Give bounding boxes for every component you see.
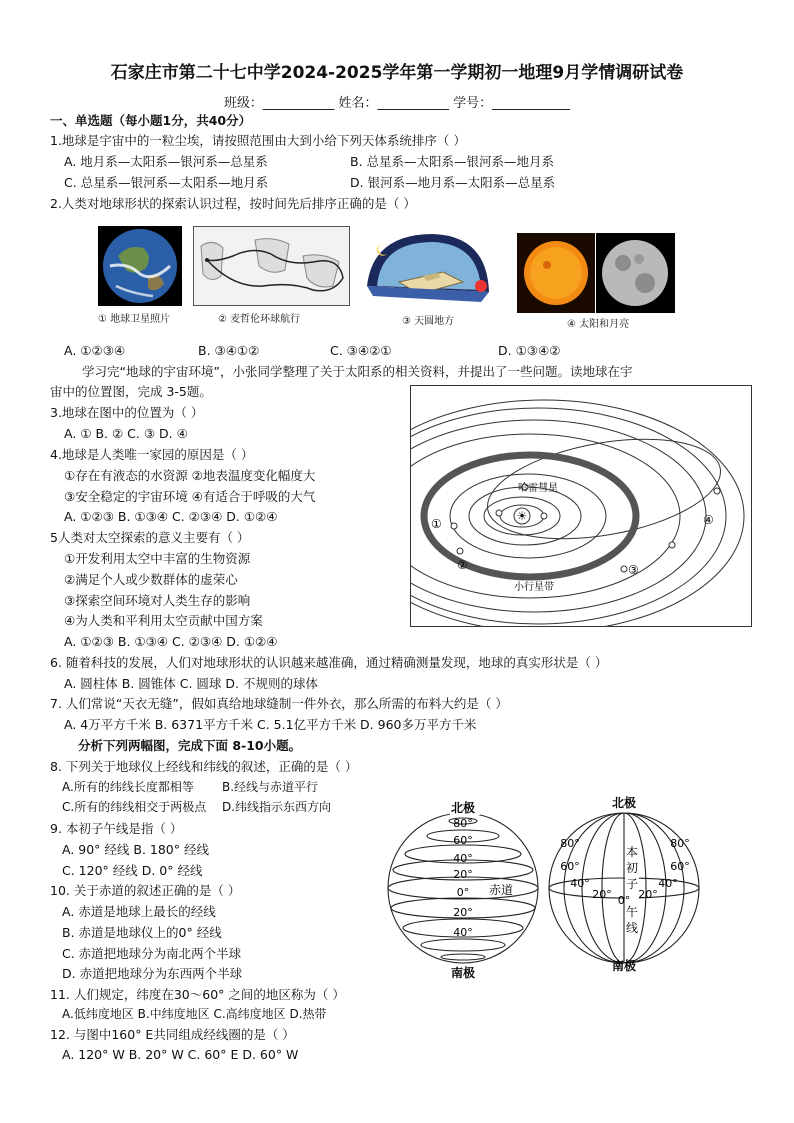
q1-option-c: C. 总星系—银河系—太阳系—地月系	[64, 175, 269, 190]
lon-label-w80: 80°	[560, 837, 580, 850]
lat-label-0: 0°	[456, 886, 470, 899]
caption-1: ① 地球卫星照片	[98, 314, 171, 325]
q10-option-d: D. 赤道把地球分为东西两个半球	[62, 966, 243, 981]
q4-options: A. ①②③ B. ①③④ C. ②③④ D. ①②④	[64, 509, 278, 524]
lon-label-e20: 20°	[638, 888, 658, 901]
q7-options: A. 4万平方千米 B. 6371平方千米 C. 5.1亿平方千米 D. 960多万平方千米	[64, 717, 477, 732]
student-info-line: 班级：___________ 姓名：___________ 学号：____________	[223, 96, 571, 111]
section-heading: 一、单选题（每小题1分，共40分）	[50, 113, 252, 128]
sun-symbol: ☀	[516, 509, 528, 523]
q1-option-a: A. 地月系—太阳系—银河系—总星系	[64, 154, 268, 169]
q4-stem: 4.地球是人类唯一家园的原因是（ ）	[50, 447, 254, 462]
q8-stem: 8. 下列关于地球仪上经线和纬线的叙述，正确的是（ ）	[50, 759, 358, 774]
lon-label-w40: 40°	[570, 877, 590, 890]
q1-option-d: D. 银河系—地月系—太阳系—总星系	[350, 175, 556, 190]
page-title: 石家庄市第二十七中学2024-2025学年第一学期初一地理9月学情调研试卷	[110, 63, 684, 83]
q6-stem: 6. 随着科技的发展，人们对地球形状的认识越来越准确，通过精确测量发现，地球的真实形状是（ ）	[50, 655, 608, 670]
q8-option-a: A.所有的纬线长度都相等	[62, 780, 194, 794]
marker-2: ②	[457, 558, 468, 572]
q11-stem: 11. 人们规定，纬度在30～60° 之间的地区称为（ ）	[50, 987, 345, 1002]
intro-3-5-cont: 宙中的位置图，完成 3-5题。	[50, 384, 212, 399]
prime-char-5: 线	[625, 921, 639, 935]
q3-options: A. ① B. ② C. ③ D. ④	[64, 426, 188, 441]
lat-label-60: 60°	[453, 834, 473, 847]
lon-label-e60: 60°	[670, 860, 690, 873]
q8-option-c: C.所有的纬线相交于两极点	[62, 800, 207, 814]
earth-satellite-photo	[98, 226, 182, 306]
prime-char-1: 本	[625, 845, 639, 859]
q10-option-b: B. 赤道是地球仪上的0° 经线	[62, 925, 222, 940]
prime-char-2: 初	[625, 861, 639, 875]
caption-2: ② 麦哲伦环球航行	[218, 314, 301, 325]
q9-line-2: C. 120° 经线 D. 0° 经线	[62, 863, 203, 878]
lon-label-w20: 20°	[592, 888, 612, 901]
lon-label-e40: 40°	[658, 877, 678, 890]
prime-char-4: 午	[625, 905, 639, 919]
lat-label-40: 40°	[453, 852, 473, 865]
globe2-south: 南极	[611, 959, 637, 973]
q5-line-2: ②满足个人或少数群体的虚荣心	[64, 572, 238, 587]
lon-label-0: 0°	[617, 894, 631, 907]
q2-option-d: D. ①③④②	[498, 343, 561, 358]
q8-option-d: D.纬线指示东西方向	[222, 800, 332, 814]
q3-stem: 3.地球在图中的位置为（ ）	[50, 405, 204, 420]
q10-stem: 10. 关于赤道的叙述正确的是（ ）	[50, 883, 241, 898]
intro-3-5: 学习完“地球的宇宙环境”，小张同学整理了关于太阳系的相关资料，并提出了一些问题。读地球在宇	[82, 364, 633, 379]
sun-and-moon-photo	[517, 233, 675, 313]
q10-option-a: A. 赤道是地球上最长的经线	[62, 904, 216, 919]
intro-8-10: 分析下列两幅图，完成下面 8-10小题。	[78, 738, 302, 753]
lon-label-w60: 60°	[560, 860, 580, 873]
q5-stem: 5人类对太空探索的意义主要有（ ）	[50, 530, 250, 545]
lat-label-40s: 40°	[453, 926, 473, 939]
q9-stem: 9. 本初子午线是指（ ）	[50, 821, 183, 836]
q4-line-2: ③安全稳定的宇宙环境 ④有适合于呼吸的大气	[64, 489, 316, 504]
equator-label: 赤道	[488, 883, 514, 897]
lat-label-20s: 20°	[453, 906, 473, 919]
q5-line-3: ③探索空间环境对人类生存的影响	[64, 593, 251, 608]
q12-stem: 12. 与图中160° E共同组成经线圈的是（ ）	[50, 1027, 295, 1042]
caption-4: ④ 太阳和月亮	[567, 319, 630, 330]
latitude-globe	[383, 790, 543, 982]
q2-option-b: B. ③④①②	[198, 343, 260, 358]
q10-option-c: C. 赤道把地球分为南北两个半球	[62, 946, 242, 961]
q2-option-c: C. ③④②①	[330, 343, 392, 358]
label-halley-comet: 哈雷彗星	[518, 483, 558, 494]
q1-option-b: B. 总星系—太阳系—银河系—地月系	[350, 154, 555, 169]
q1-stem: 1.地球是宇宙中的一粒尘埃，请按照范围由大到小给下列天体系统排序（ ）	[50, 133, 466, 148]
marker-4: ④	[703, 513, 714, 527]
caption-3: ③ 天圆地方	[402, 316, 455, 327]
q9-line-1: A. 90° 经线 B. 180° 经线	[62, 842, 209, 857]
globe1-north: 北极	[450, 801, 476, 815]
q6-options: A. 圆柱体 B. 圆锥体 C. 圆球 D. 不规则的球体	[64, 676, 318, 691]
lat-label-20n: 20°	[453, 868, 473, 881]
q2-option-a: A. ①②③④	[64, 343, 126, 358]
q8-option-b: B.经线与赤道平行	[222, 780, 319, 794]
marker-3: ③	[628, 563, 639, 577]
lon-label-e80: 80°	[670, 837, 690, 850]
globe1-south: 南极	[450, 966, 476, 980]
longitude-globe	[544, 790, 704, 982]
globe2-north: 北极	[611, 796, 637, 810]
round-sky-square-earth	[363, 230, 493, 306]
label-asteroid-belt: 小行星带	[514, 582, 554, 593]
solar-system-diagram	[410, 385, 752, 627]
q2-stem: 2.人类对地球形状的探索认识过程，按时间先后排序正确的是（ ）	[50, 196, 416, 211]
prime-char-3: 子	[625, 877, 639, 891]
lat-label-80: 80°	[453, 817, 473, 830]
marker-1: ①	[431, 517, 442, 531]
magellan-route-map	[193, 226, 350, 306]
q4-line-1: ①存在有液态的水资源 ②地表温度变化幅度大	[64, 468, 316, 483]
q7-stem: 7. 人们常说“天衣无缝”，假如真给地球缝制一件外衣，那么所需的布料大约是（ ）	[50, 696, 508, 711]
q11-options: A.低纬度地区 B.中纬度地区 C.高纬度地区 D.热带	[62, 1007, 327, 1021]
q5-line-1: ①开发利用太空中丰富的生物资源	[64, 551, 251, 566]
q5-options: A. ①②③ B. ①③④ C. ②③④ D. ①②④	[64, 634, 278, 649]
q12-options: A. 120° W B. 20° W C. 60° E D. 60° W	[62, 1047, 299, 1062]
q5-line-4: ④为人类和平利用太空贡献中国方案	[64, 613, 263, 628]
